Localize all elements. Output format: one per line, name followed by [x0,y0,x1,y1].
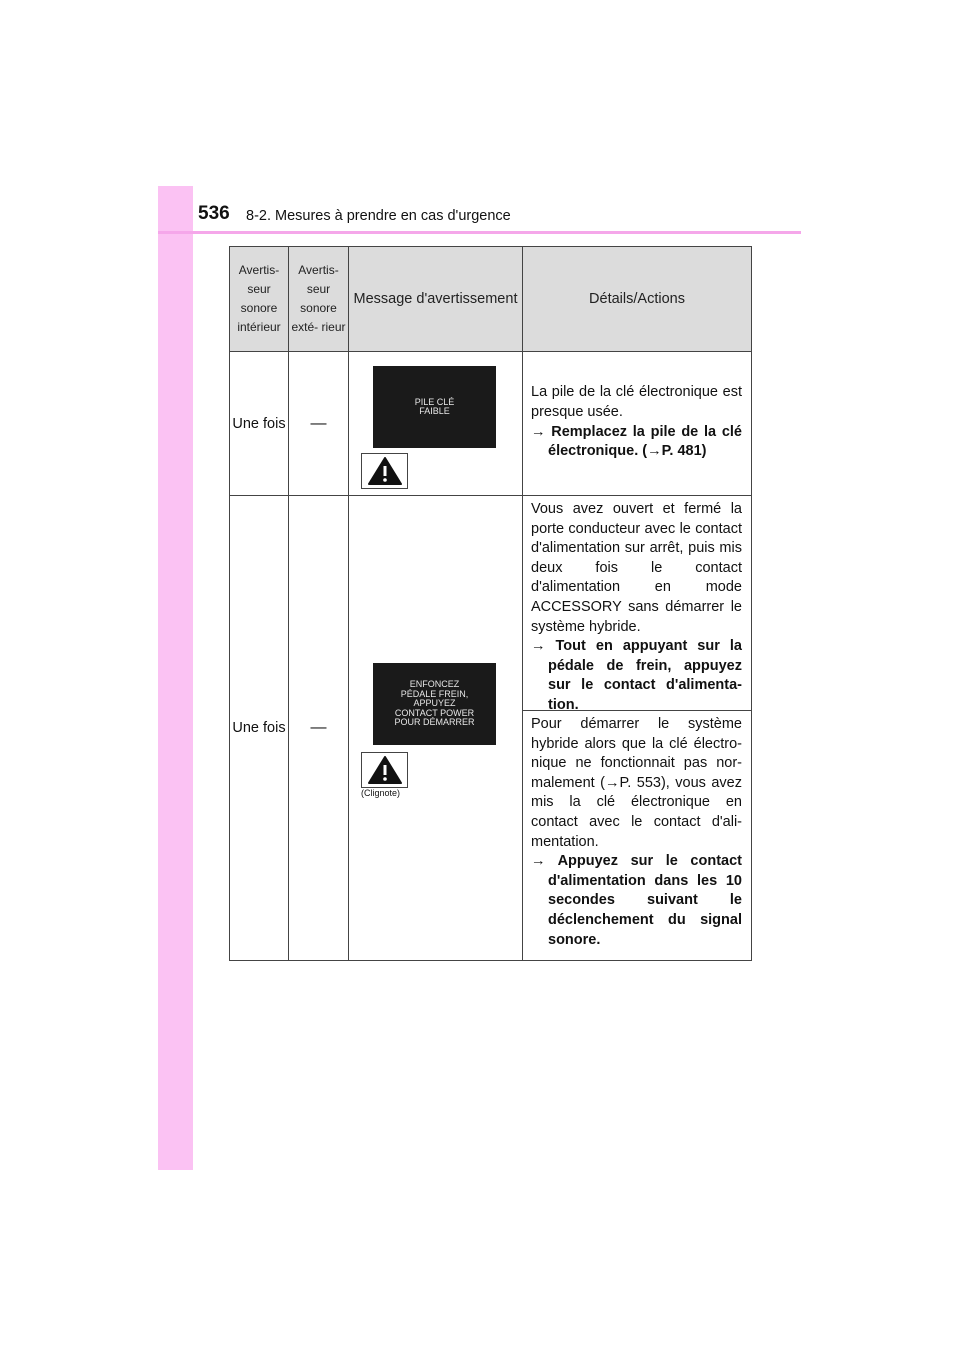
header-rule [158,231,801,234]
action-text: Appuyez sur le contact d'alimentation dans les 10 secondes suivant le déclenchement du signal sonore. [548,853,742,948]
warning-table [229,246,752,961]
details-description: Vous avez ouvert et fermé la porte conducteur avec le contact d'alimentation sur arrêt, puis mis deux fois le contact d'alimentation en mode ACCESSORY sans démarrer le système hybride. [531,501,742,635]
interior-buzzer-cell: Une fois [230,496,289,961]
details-action [531,637,742,715]
table-header-row [230,247,752,352]
display-text: ENFONCEZ PÉDALE FREIN, APPUYEZ CONTACT POWER POUR DÉMARRER [394,679,475,728]
exterior-buzzer-cell: — [289,496,349,961]
details-block [523,710,751,956]
header-interior-buzzer: Avertis- seur sonore intérieur [230,247,289,352]
header-exterior-buzzer: Avertis- seur sonore exté- rieur [289,247,349,352]
header-details-actions: Détails/Actions [523,247,752,352]
blink-caption: (Clignote) [361,788,401,798]
details-description: La pile de la clé électronique est presque usée. [531,384,742,420]
chapter-tab-bar [158,186,193,1170]
details-cell [523,496,752,961]
table-row [230,496,752,961]
header-warning-message: Message d'avertissement [349,247,523,352]
arrow-icon: → [531,638,546,655]
interior-buzzer-cell: Une fois [230,352,289,496]
warning-triangle-icon [361,453,408,489]
action-text: Tout en appuyant sur la pédale de frein, appuyez sur le contact d'alimenta- tion. [548,638,742,713]
exterior-buzzer-cell: — [289,352,349,496]
warning-triangle-icon [361,752,408,788]
page-number: 536 [198,203,230,224]
details-description: Pour démarrer le système hybride alors que la clé électro- nique ne fonctionnait pas nor- malement (→P. 553), vous avez mis la clé électronique en contact avec le contact d'ali- mentation. [531,716,742,850]
section-title: 8-2. Mesures à prendre en cas d'urgence [246,208,511,224]
table-row [230,352,752,496]
display-screen [373,366,496,448]
details-cell [523,352,752,496]
arrow-icon: → [531,423,546,440]
action-text: Remplacez la pile de la clé électronique. (→P. 481) [548,423,742,460]
display-text: PILE CLÉ FAIBLE [414,396,455,416]
details-action [531,852,742,950]
message-cell [349,496,523,961]
details-action [531,423,742,462]
message-cell [349,352,523,496]
details-block [523,496,751,713]
display-screen [373,663,496,745]
arrow-icon: → [531,853,546,870]
